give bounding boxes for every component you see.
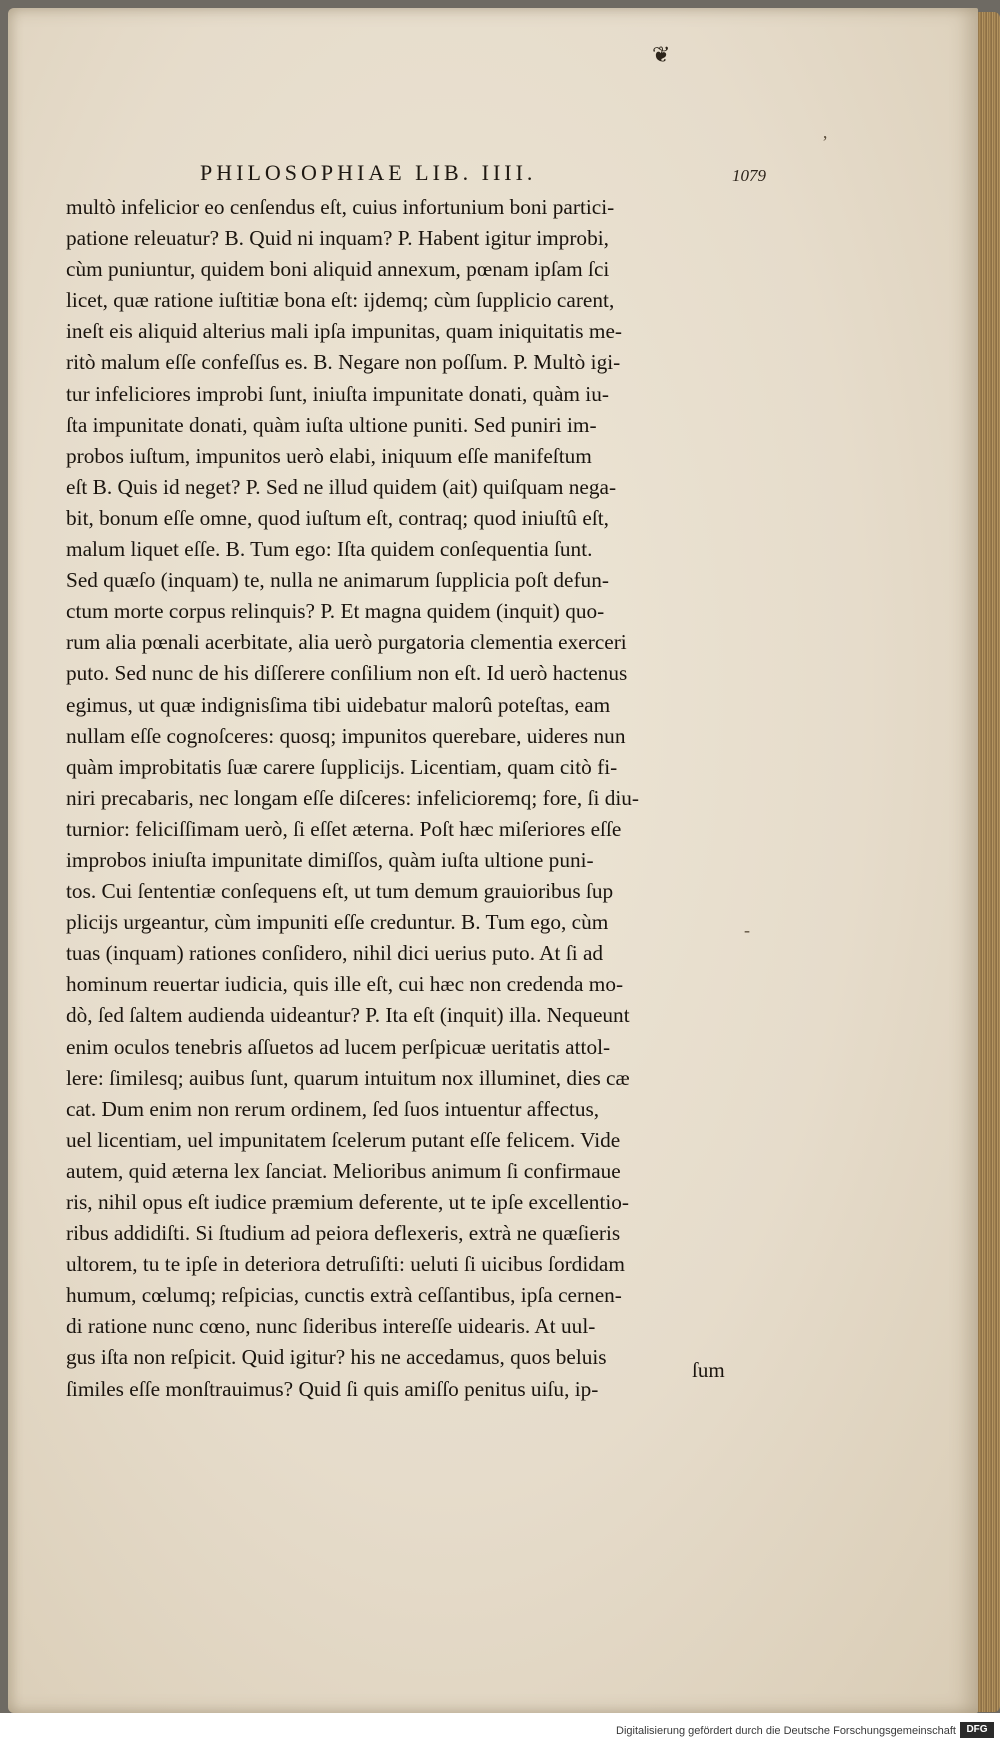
text-line: tur infeliciores improbi ſunt, iniuſta impunitate donati, quàm iu- bbox=[66, 381, 609, 406]
text-line: ultorem, tu te ipſe in deteriora detruſiſti: ueluti ſi uicibus ſordidam bbox=[66, 1252, 625, 1277]
text-line: Sed quæſo (inquam) te, nulla ne animarum ſupplicia poſt defun- bbox=[66, 568, 609, 593]
book-edge bbox=[978, 12, 1000, 1712]
text-line: ſta impunitate donati, quàm iuſta ultione puniti. Sed puniri im- bbox=[66, 412, 597, 437]
text-line: improbos iniuſta impunitate dimiſſos, quàm iuſta ultione puni- bbox=[66, 847, 594, 872]
page-number: 1079 bbox=[732, 166, 766, 185]
text-line: uel licentiam, uel impunitatem ſcelerum putant eſſe felicem. Vide bbox=[66, 1127, 621, 1152]
text-line: egimus, ut quæ indignisſima tibi uidebatur malorû poteſtas, eam bbox=[66, 692, 611, 717]
text-line: lere: ſimilesq; auibus ſunt, quarum intuitum nox illuminet, dies cæ bbox=[66, 1065, 630, 1090]
dfg-logo: DFG bbox=[960, 1722, 994, 1738]
catchword: ſum bbox=[692, 1358, 725, 1382]
text-line: probos iuſtum, impunitos uerò elabi, iniquum eſſe manifeſtum bbox=[66, 443, 592, 468]
running-head: PHILOSOPHIAE LIB. IIII. bbox=[200, 160, 537, 185]
text-line: dò, ſed ſaltem audienda uideantur? P. Ita eſt (inquit) illa. Nequeunt bbox=[66, 1003, 630, 1028]
text-line: ris, nihil opus eſt iudice præmium deferente, ut te ipſe excellentio- bbox=[66, 1190, 630, 1214]
text-line: tos. Cui ſententiæ conſequens eſt, ut tum demum grauioribus ſup bbox=[66, 879, 614, 904]
text-line: niri precabaris, nec longam eſſe diſceres: infelicioremq; fore, ſi diu- bbox=[66, 785, 640, 810]
flower-ornament-icon: ❦ bbox=[652, 42, 671, 67]
text-line: enim oculos tenebris aſſuetos ad lucem perſpicuæ ueritatis attol- bbox=[66, 1034, 611, 1059]
margin-mark: - bbox=[744, 920, 750, 940]
text-line: nullam eſſe cognoſceres: quosq; impunitos querebare, uideres nun bbox=[66, 723, 626, 748]
margin-mark: ʼ bbox=[822, 132, 828, 152]
text-line: ribus addidiſti. Si ſtudium ad peiora deflexeris, extrà ne quæſieris bbox=[66, 1221, 621, 1246]
text-line: quàm improbitatis ſuæ carere ſupplicijs. Licentiam, quam citò fi- bbox=[66, 754, 618, 779]
text-line: humum, cœlumq; reſpicias, cunctis extrà ceſſantibus, ipſa cernen- bbox=[66, 1283, 622, 1308]
text-line: eſt B. Quis id neget? P. Sed ne illud quidem (ait) quiſquam nega- bbox=[66, 474, 617, 499]
text-line: ineſt eis aliquid alterius mali ipſa impunitas, quam iniquitatis me- bbox=[66, 319, 622, 344]
text-line: gus iſta non reſpicit. Quid igitur? his ne accedamus, quos beluis bbox=[66, 1345, 607, 1370]
text-line: ſimiles eſſe monſtrauimus? Quid ſi quis amiſſo penitus uiſu, ip- bbox=[66, 1376, 599, 1401]
text-line: bit, bonum eſſe omne, quod iuſtum eſt, contraq; quod iniuſtû eſt, bbox=[66, 505, 609, 530]
text-line: autem, quid æterna lex ſanciat. Melioribus animum ſi confirmaue bbox=[66, 1158, 621, 1183]
text-line: puto. Sed nunc de his diſſerere conſilium non eſt. Id uerò hactenus bbox=[66, 661, 628, 686]
text-line: turnior: feliciſſimam uerò, ſi eſſet æterna. Poſt hæc miſeriores eſſe bbox=[66, 816, 622, 841]
text-line: cùm puniuntur, quidem boni aliquid annexum, pœnam ipſam ſci bbox=[66, 257, 610, 282]
digitization-credit: Digitalisierung gefördert durch die Deutsche Forschungsgemeinschaft bbox=[616, 1725, 956, 1737]
text-line: rum alia pœnali acerbitate, alia uerò purgatoria clementia exerceri bbox=[66, 630, 627, 655]
text-line: cat. Dum enim non rerum ordinem, ſed ſuos intuentur affectus, bbox=[66, 1096, 600, 1121]
text-line: di ratione nunc cœno, nunc ſideribus intereſſe uidearis. At uul- bbox=[66, 1314, 596, 1339]
text-line: patione releuatur? B. Quid ni inquam? P. Habent igitur improbi, bbox=[66, 226, 609, 251]
text-line: licet, quæ ratione iuſtitiæ bona eſt: ijdemq; cùm ſupplicio carent, bbox=[66, 288, 615, 313]
text-line: plicijs urgeantur, cùm impuniti eſſe creduntur. B. Tum ego, cùm bbox=[66, 910, 609, 935]
text-line: malum liquet eſſe. B. Tum ego: Iſta quidem conſequentia ſunt. bbox=[66, 537, 593, 562]
text-line: tuas (inquam) rationes conſidero, nihil dici uerius puto. At ſi ad bbox=[66, 941, 604, 966]
text-line: hominum reuertar iudicia, quis ille eſt, cui hæc non credenda mo- bbox=[66, 972, 624, 997]
text-block bbox=[66, 192, 726, 1405]
text-line: ritò malum eſſe confeſſus es. B. Negare non poſſum. P. Multò igi- bbox=[66, 350, 621, 375]
text-line: multò infelicior eo cenſendus eſt, cuius infortunium boni partici- bbox=[66, 195, 615, 219]
text-line: ctum morte corpus relinquis? P. Et magna quidem (inquit) quo- bbox=[66, 599, 605, 624]
